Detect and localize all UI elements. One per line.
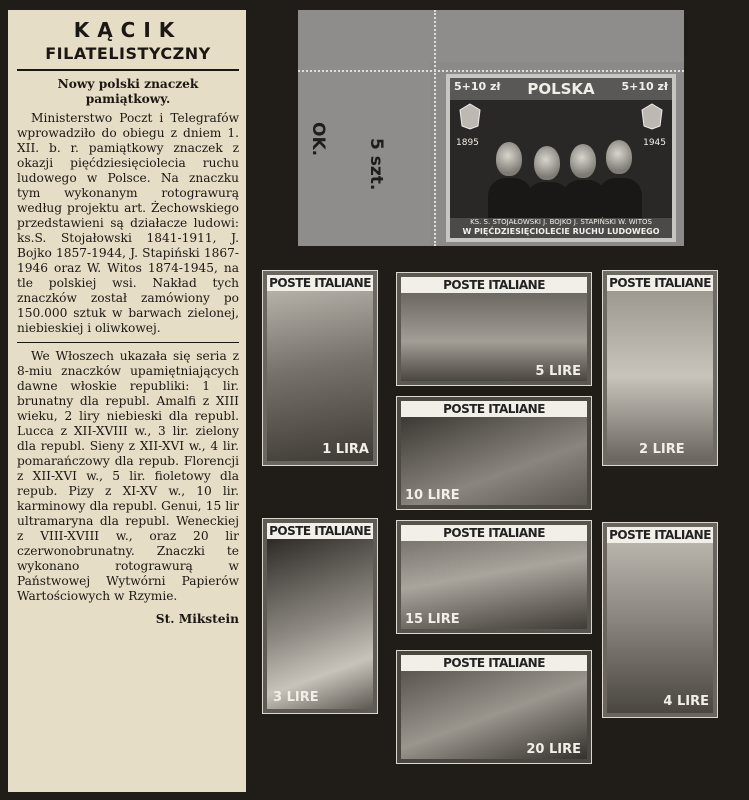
portrait-stapinski	[570, 144, 596, 178]
eagle-emblem-right-icon	[640, 102, 664, 130]
stamp-scene-siena	[267, 539, 373, 709]
eagle-emblem-left-icon	[458, 102, 482, 130]
sheet-margin-top	[298, 10, 684, 62]
polish-stamp-names: KS. S. STOJAŁOWSKI J. BOJKO J. STAPIŃSKI W. WITOS	[470, 218, 652, 226]
sheet-margin-text-count: 5 szt.	[366, 138, 386, 191]
stamp-scene-amalfi	[267, 291, 373, 461]
stamp-value: 2 LIRE	[639, 442, 685, 457]
article-paragraph-polish-stamp: Ministerstwo Poczt i Telegrafów wprowadziło do obiegu z dniem 1. XII. b. r. pamiątkowy znaczek z okazji pięćdziesięciolecia ruchu ludowego w Polsce. Na znaczku tym wykonanym rotograwurą według projektu art. Żechowskiego przedstawieni są działacze ludowi: ks.S. Stojałowski 1841-1911, J. Bojko 1857-1944, J. Stapiński 1867-1946 oraz W. Witos 1874-1945, na tle polskiej wsi. Nakład tych znaczków został zamówiony po 150.000 sztuk w barwach zielonej, niebieskiej i oliwkowej.	[17, 111, 239, 335]
stamp-lucca	[602, 270, 718, 466]
article-subtitle: Nowy polski znaczek pamiątkowy.	[57, 77, 199, 106]
heading-divider	[17, 69, 239, 71]
stamp-title: POSTE ITALIANE	[607, 527, 713, 543]
column-heading-line2: FILATELISTYCZNY	[45, 44, 211, 63]
stamp-title: POSTE ITALIANE	[607, 275, 713, 291]
stamp-genoa	[396, 396, 592, 510]
polish-stamp-caption: W PIĘĆDZIESIĘCIOLECIE RUCHU LUDOWEGO	[462, 227, 660, 236]
stamp-value: 10 LIRE	[405, 488, 460, 503]
author-signature: St. Mikstein	[155, 612, 239, 626]
polish-stamp	[446, 74, 676, 242]
stamp-pisa	[396, 272, 592, 386]
stamp-value: 3 LIRE	[273, 690, 319, 705]
sheet-margin-text-ok: OK.	[308, 122, 328, 157]
stamp-title: POSTE ITALIANE	[401, 401, 587, 417]
stamp-value: 1 LIRA	[322, 442, 369, 457]
stamp-scene-florence	[607, 543, 713, 713]
stamp-amalfi	[262, 270, 378, 466]
polish-stamp-sheet	[298, 10, 684, 246]
portrait-witos	[606, 140, 632, 174]
stamp-venice	[396, 520, 592, 634]
stamp-florence	[602, 522, 718, 718]
article-column	[8, 10, 246, 792]
stamp-title: POSTE ITALIANE	[401, 655, 587, 671]
polish-stamp-country: POLSKA	[450, 78, 672, 100]
stamp-siena	[262, 518, 378, 714]
polish-stamp-caption-band	[450, 218, 672, 238]
perforation-horizontal	[298, 70, 684, 72]
stamp-value: 20 LIRE	[526, 742, 581, 757]
stamp-value: 5 LIRE	[535, 364, 581, 379]
portrait-bojko	[534, 146, 560, 180]
stamp-title: POSTE ITALIANE	[267, 275, 373, 291]
stamp-republic-20	[396, 650, 592, 764]
article-paragraph-italian-stamps: We Włoszech ukazała się seria z 8-miu znaczków upamiętniających dawne włoskie republiki: 1 lir. brunatny dla republ. Amalfi z XIII wieku, 2 liry niebieski dla republ. Lucca z XII-XVIII w., 3 lir. zielony dla republ. Sieny z XII-XVI w., 4 lir. pomarańczowy dla repub. Florencji z XII-XVI w., 5 lir. fioletowy dla repub. Pizy z XI-XV w., 10 lir. karminowy dla republ. Genui, 15 lir ultramaryna dla republ. Weneckiej z VIII-XVIII w., oraz 20 lir czerwonobrunatny. Znaczki te wykonano rotograwurą w Państwowej Wytwórni Papierów Wartościowych w Rzymie.	[17, 349, 239, 603]
portrait-body-4	[598, 178, 642, 222]
perforation-vertical	[434, 10, 436, 246]
polish-stamp-year-left: 1895	[456, 138, 479, 148]
polish-stamp-value-right: 5+10 zł	[621, 80, 668, 93]
stamp-value: 4 LIRE	[663, 694, 709, 709]
column-heading-line1: KĄCIK	[73, 18, 183, 42]
stamp-title: POSTE ITALIANE	[401, 525, 587, 541]
section-divider	[17, 342, 239, 343]
stamp-value: 15 LIRE	[405, 612, 460, 627]
stamp-title: POSTE ITALIANE	[267, 523, 373, 539]
stamp-title: POSTE ITALIANE	[401, 277, 587, 293]
portrait-stojalowski	[496, 142, 522, 176]
stamp-scene-lucca	[607, 291, 713, 461]
polish-stamp-value-left: 5+10 zł	[454, 80, 501, 93]
polish-stamp-year-right: 1945	[643, 138, 666, 148]
